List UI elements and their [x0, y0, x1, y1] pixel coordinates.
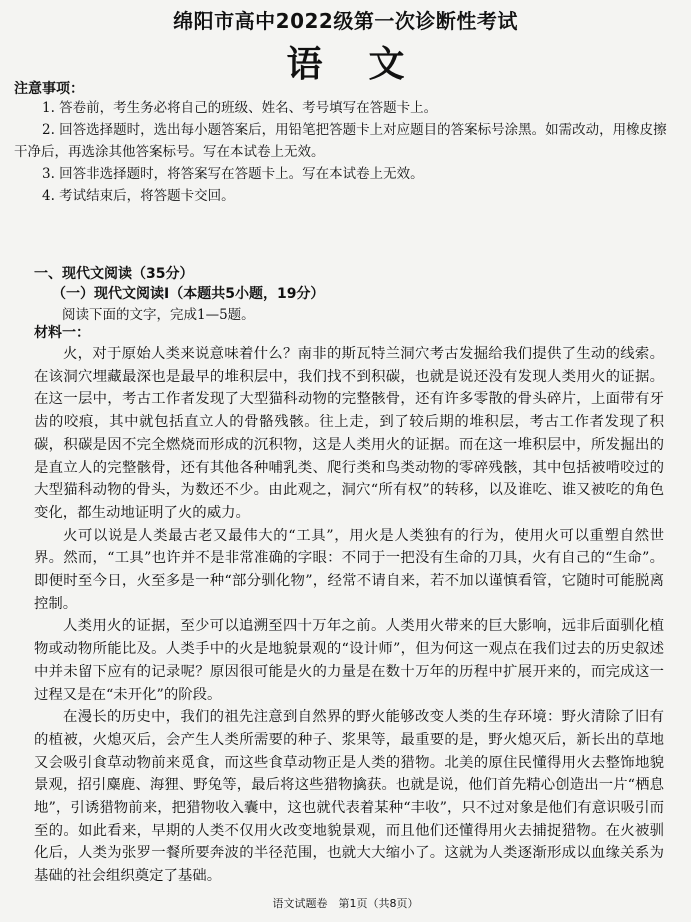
subject-title: 语文 — [286, 44, 451, 85]
page-footer: 语文试题卷 第1页（共8页） — [272, 897, 419, 910]
passage-paragraph: 火，对于原始人类来说意味着什么？南非的斯瓦特兰洞穴考古发掘给我们提供了生动的线索。在该洞穴埋藏最深也是最早的堆积层中，我们找不到积碳，也就是说还没有发现人类用火的证据。在这一层中，考古工作者发现了大型猫科动物的完整骸骨，还有许多零散的骨头碎片，上面带有牙齿的咬痕，其中就包括直立人的骨骼残骸。往上走，到了较后期的堆积层，考古工作者发现了积碳，积碳是因不完全燃烧而形成的沉积物，这是人类用火的证据。而在这一堆积层中，所发掘出的是直立人的完整骸骨，还有其他各种哺乳类、爬行类和鸟类动物的零碎残骸，其中包括被啃咬过的大型猫科动物的骨头，为数还不少。由此观之，洞穴“所有权”的转移，以及谁吃、谁又被吃的角色变化，都生动地证明了火的威力。 — [34, 346, 664, 521]
material-label: 材料一： — [34, 325, 90, 341]
reading-instruction: 阅读下面的文字，完成1—5题。 — [62, 307, 255, 323]
passage-paragraph: 在漫长的历史中，我们的祖先注意到自然界的野火能够改变人类的生存环境：野火清除了旧有的植被，火熄灭后，会产生人类所需要的种子、浆果等，最重要的是，野火熄灭后，新长出的草地又会吸引食草动物前来觅食，而这些食草动物正是人类的猎物。北美的原住民懂得用火去整饰地貌景观，招引麋鹿、海狸、野兔等，最后将这些猎物擒获。也就是说，他们首先精心创造出一片“栖息地”，引诱猎物前来，把猎物收入囊中，这也就代表着某种“丰收”，只不过对象是他们有意识吸引而至的。如此看来，早期的人类不仅用火改变地貌景观，而且他们还懂得用火去捕捉猎物。在火被驯化后，人类为张罗一餐所要奔波的半径范围，也就大大缩小了。这就为人类逐渐形成以血缘关系为基础的社会组织奠定了基础。 — [34, 709, 664, 885]
notice-list — [14, 97, 678, 207]
passage-paragraph: 火可以说是人类最古老又最伟大的“工具”，用火是人类独有的行为，使用火可以重塑自然世界。然而，“工具”也许并不是非常准确的字眼：不同于一把没有生命的刀具，火有自己的“生命”。即便时至今日，火至多是一种“部分驯化物”，经常不请自来，若不加以谨慎看管，它随时可能脱离控制。 — [34, 527, 664, 612]
notice-heading: 注意事项： — [14, 81, 84, 97]
notice-item: 4. 考试结束后，将答题卡交回。 — [42, 188, 235, 204]
section-title: 一、现代文阅读（35分） — [34, 266, 194, 282]
subsection-title: （一）现代文阅读Ⅰ（本题共5小题，19分） — [52, 286, 325, 302]
passage-paragraph: 人类用火的证据，至少可以追溯至四十万年之前。人类用火带来的巨大影响，远非后面驯化植物或动物所能比及。人类手中的火是地貌景观的“设计师”，但为何这一观点在我们过去的历史叙述中并未留下应有的记录呢？原因很可能是火的力量是在数十万年的历程中扩展开来的，而完成这一过程又是在“未开化”的阶段。 — [34, 618, 664, 703]
notice-item: 2. 回答选择题时，选出每小题答案后，用铅笔把答题卡上对应题目的答案标号涂黑。如需改动，用橡皮擦干净后，再选涂其他答案标号。写在本试卷上无效。 — [14, 122, 667, 160]
notice-item: 1. 答卷前，考生务必将自己的班级、姓名、考号填写在答题卡上。 — [42, 100, 438, 116]
reading-passage — [34, 343, 664, 888]
notice-item: 3. 回答非选择题时，将答案写在答题卡上。写在本试卷上无效。 — [42, 166, 424, 182]
exam-title: 绵阳市高中2022级第一次诊断性考试 — [173, 9, 518, 33]
